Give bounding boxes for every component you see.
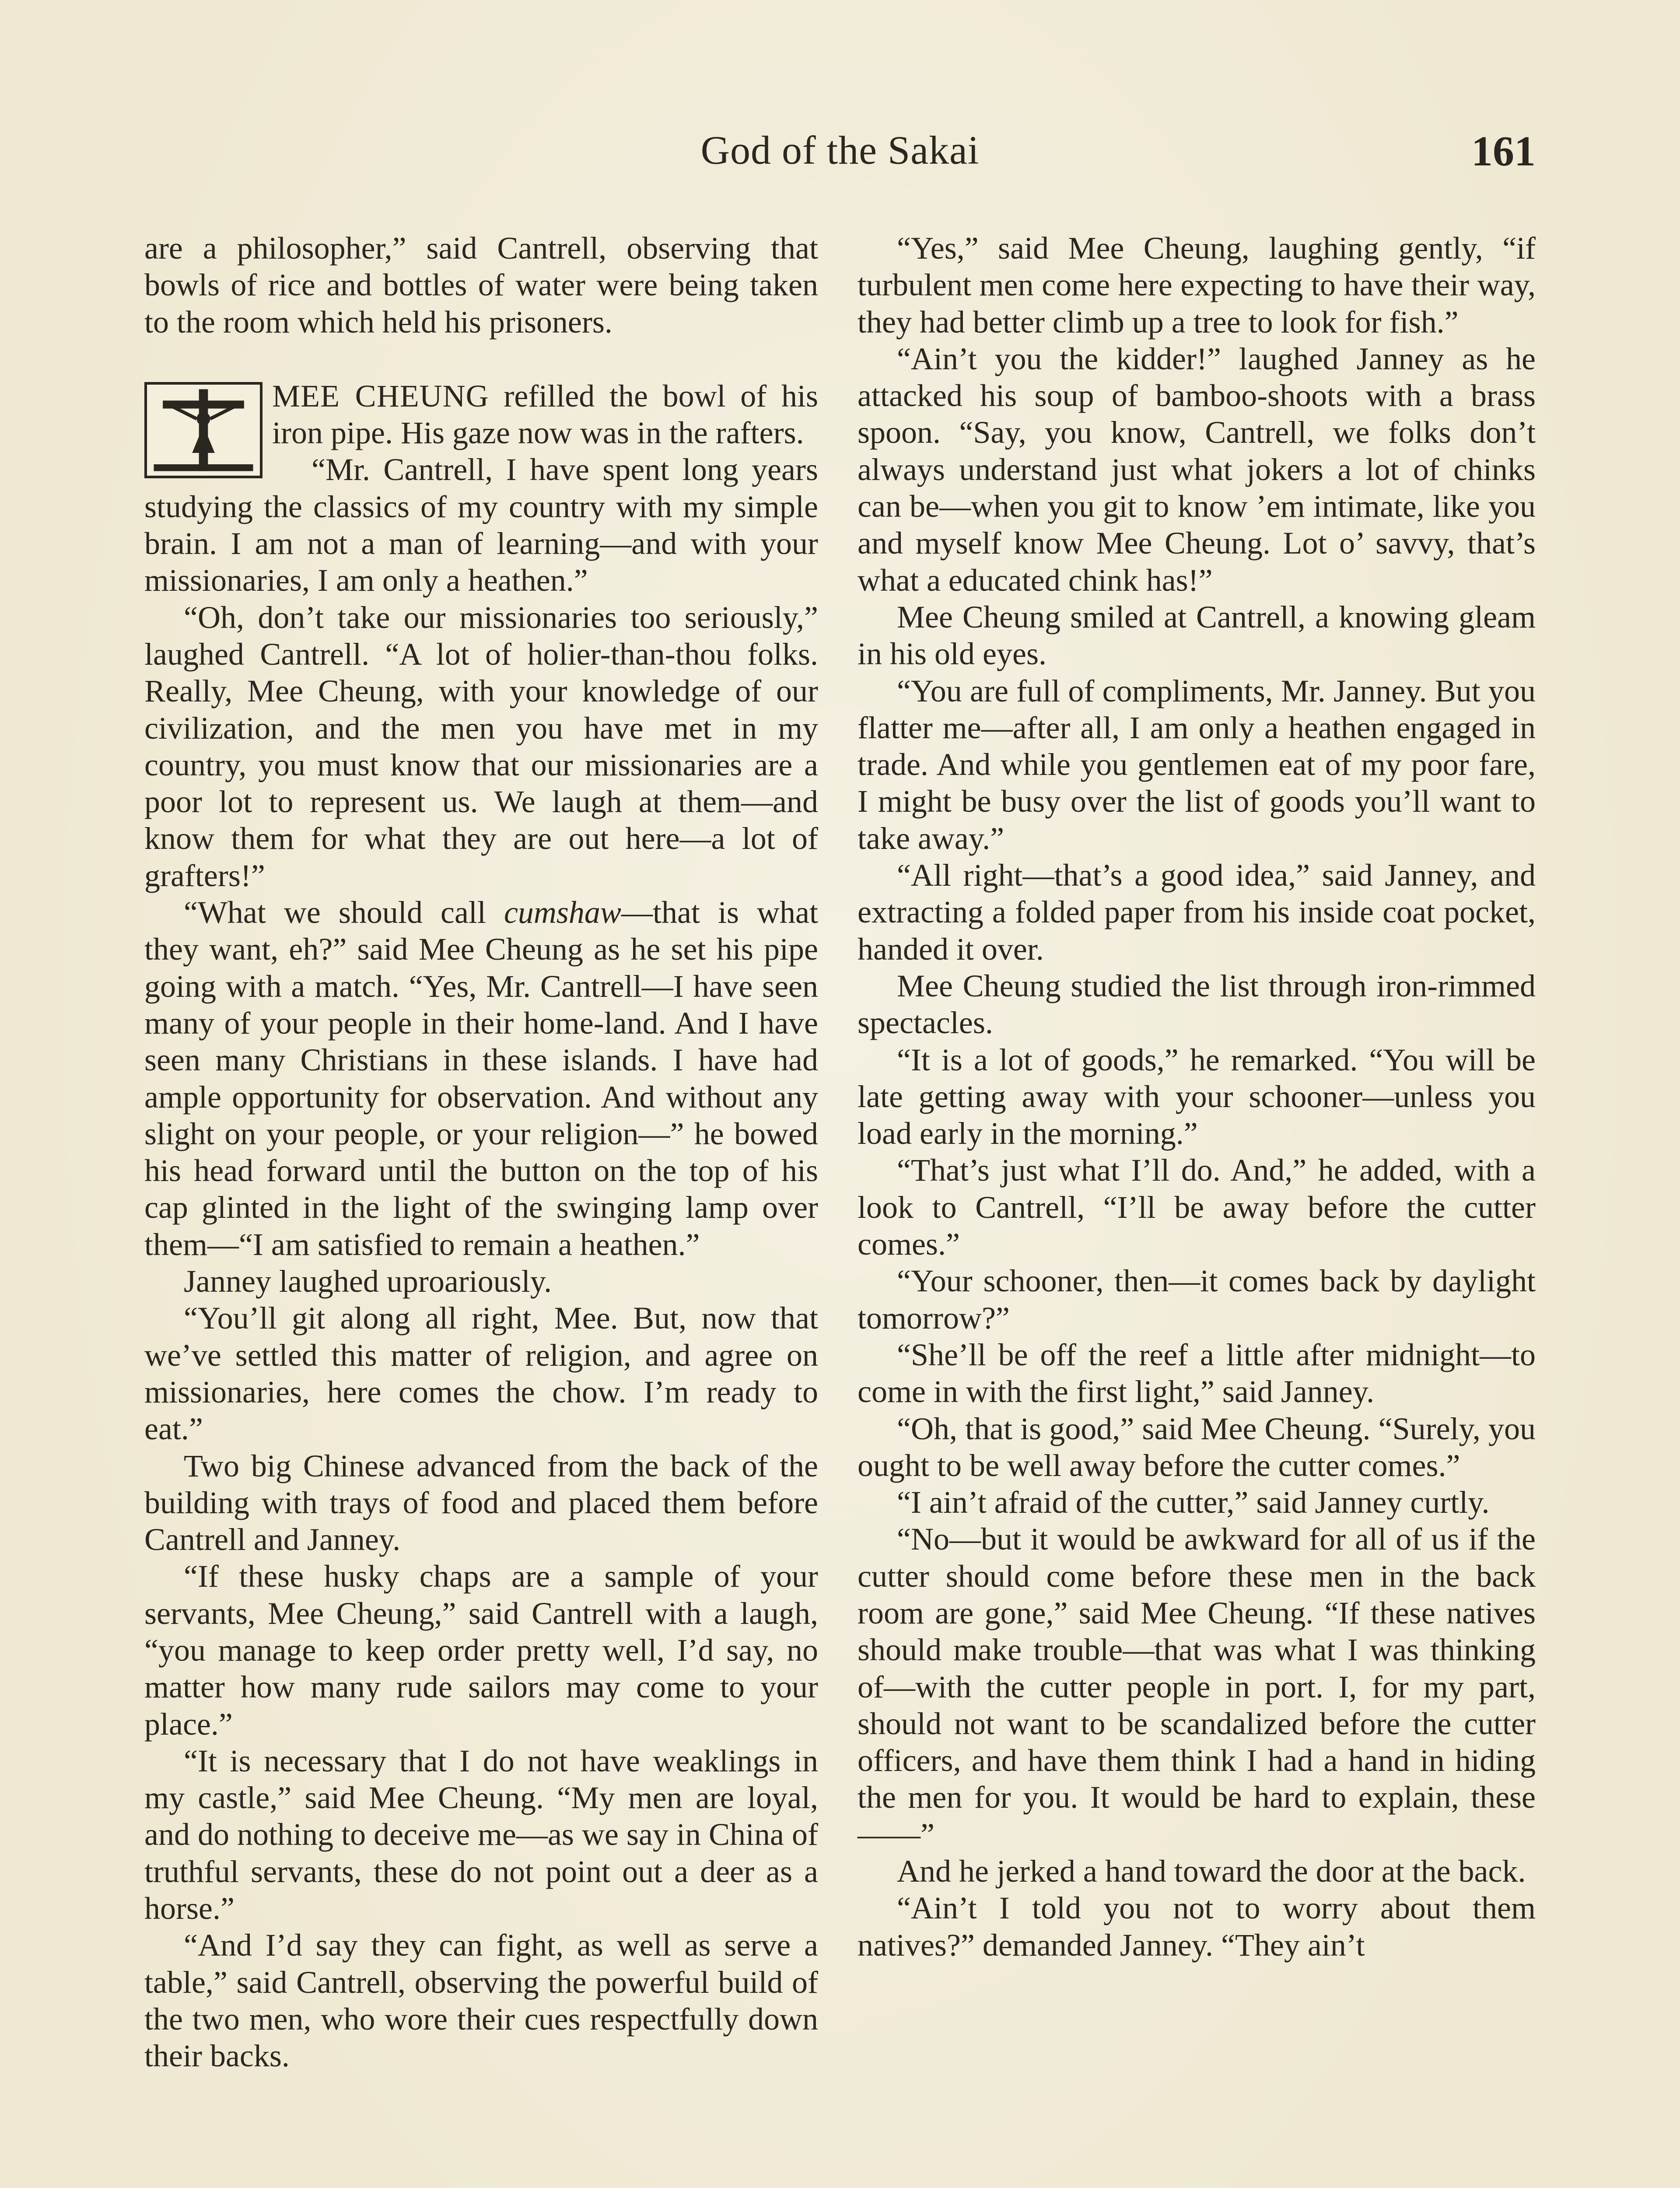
page-number: 161 xyxy=(1471,128,1536,175)
dropcap-lead-words: MEE CHEUNG xyxy=(272,378,489,414)
left-column xyxy=(144,230,818,2075)
paragraph: Janney laughed uproariously. xyxy=(184,1264,552,1299)
paragraph: “No—but it would be awkward for all of us if the cutter should come before these men in the back room are gone,” said Mee Cheung. “If these natives should make trouble—that was what I was thinking of—with the cutter people in port. I, for my part, should not want to be scandalized before the cutter officers, and have them think I had a hand in hiding the men for you. It would be hard to explain, these——” xyxy=(858,1522,1536,1852)
paragraph: “You are full of compliments, Mr. Janney. But you flatter me—after all, I am only a heathen engaged in trade. And while you gentlemen eat of my poor fare, I might be busy over the list of goods you’ll want to take away.” xyxy=(858,673,1536,856)
paragraph: “She’ll be off the reef a little after midnight—to come in with the first light,” said Janney. xyxy=(858,1337,1536,1410)
paragraph: “Yes,” said Mee Cheung, laughing gently, “if turbulent men come here expecting to have their way, they had better climb up a tree to look for fish.” xyxy=(858,231,1536,340)
paragraph: And he jerked a hand toward the door at the back. xyxy=(897,1854,1526,1889)
right-column xyxy=(858,230,1536,1964)
paragraph: “Ain’t I told you not to worry about them natives?” demanded Janney. “They ain’t xyxy=(858,1890,1536,1963)
text-run: “What we should call xyxy=(184,895,504,930)
paragraph: “That’s just what I’ll do. And,” he added, with a look to Cantrell, “I’ll be away before the cutter comes.” xyxy=(858,1153,1536,1262)
paragraph: are a philosopher,” said Cantrell, observing that bowls of rice and bottles of water were being taken to the room which held his prisoners. xyxy=(144,231,818,340)
paragraph-cumshaw xyxy=(144,894,818,1263)
page-header xyxy=(144,127,1536,179)
paragraph: “I ain’t afraid of the cutter,” said Janney curtly. xyxy=(897,1485,1490,1520)
italic-word: cumshaw xyxy=(504,895,621,930)
paragraph: Two big Chinese advanced from the back of the building with trays of food and placed them before Cantrell and Janney. xyxy=(144,1448,818,1557)
paragraph: Mee Cheung smiled at Cantrell, a knowing gleam in his old eyes. xyxy=(858,599,1536,672)
paragraph: “You’ll git along all right, Mee. But, now that we’ve settled this matter of religion, and agree on missionaries, here comes the chow. I’m ready to eat.” xyxy=(144,1301,818,1447)
paragraph: “Oh, that is good,” said Mee Cheung. “Surely, you ought to be well away before the cutter comes.” xyxy=(858,1411,1536,1483)
paragraph: “Mr. Cantrell, I have spent long years studying the classics of my country with my simple brain. I am not a man of learning—and with your missionaries, I am only a heathen.” xyxy=(144,452,818,598)
paragraph: “Oh, don’t take our missionaries too seriously,” laughed Cantrell. “A lot of holier-than-thou folks. Really, Mee Cheung, with your knowledge of our civilization, and the men you have met in my country, you must know that our missionaries are a poor lot to represent us. We laugh at them—and know them for what they are out here—a lot of grafters!” xyxy=(144,600,818,893)
paragraph: “If these husky chaps are a sample of your servants, Mee Cheung,” said Cantrell with a laugh, “you manage to keep order pretty well, I’d say, no matter how many rude sailors may come to your place.” xyxy=(144,1559,818,1742)
paragraph: “It is a lot of goods,” he remarked. “You will be late getting away with your schooner—unless you load early in the morning.” xyxy=(858,1042,1536,1151)
running-head: God of the Sakai xyxy=(700,128,980,172)
paragraph: “And I’d say they can fight, as well as serve a table,” said Cantrell, observing the powerful build of the two men, who wore their cues respectfully down their backs. xyxy=(144,1928,818,2074)
dropcap-paragraph xyxy=(144,378,818,452)
paragraph: “It is necessary that I do not have weaklings in my castle,” said Mee Cheung. “My men are loyal, and do nothing to deceive me—as we say in China of truthful servants, these do not point out a deer as a horse.” xyxy=(144,1743,818,1926)
text-run: —that is what they want, eh?” said Mee Cheung as he set his pipe going with a match. “Yes, Mr. Cantrell—I have seen many of your people in their home-land. And I have seen many Christians in these islands. I have had ample opportunity for observation. And without any slight on your people, or your religion—” he bowed his head forward until the button on the top of his cap glinted in the light of the swinging lamp over them—“I am satisfied to remain a heathen.” xyxy=(144,895,818,1262)
crucifix-dropcap-icon xyxy=(144,382,262,478)
paragraph: “Ain’t you the kidder!” laughed Janney as he attacked his soup of bamboo-shoots with a brass spoon. “Say, you know, Cantrell, we folks don’t always understand just what jokers a lot of chinks can be—when you git to know ’em intimate, like you and myself know Mee Cheung. Lot o’ savvy, that’s what a educated chink has!” xyxy=(858,341,1536,598)
paragraph: Mee Cheung studied the list through iron-rimmed spectacles. xyxy=(858,968,1536,1041)
dropcap-rest: refilled the bowl of his iron pipe. His gaze now was in the rafters. xyxy=(272,378,819,451)
paragraph: “All right—that’s a good idea,” said Janney, and extracting a folded paper from his inside coat pocket, handed it over. xyxy=(858,858,1536,967)
paragraph: “Your schooner, then—it comes back by daylight tomorrow?” xyxy=(858,1263,1536,1336)
